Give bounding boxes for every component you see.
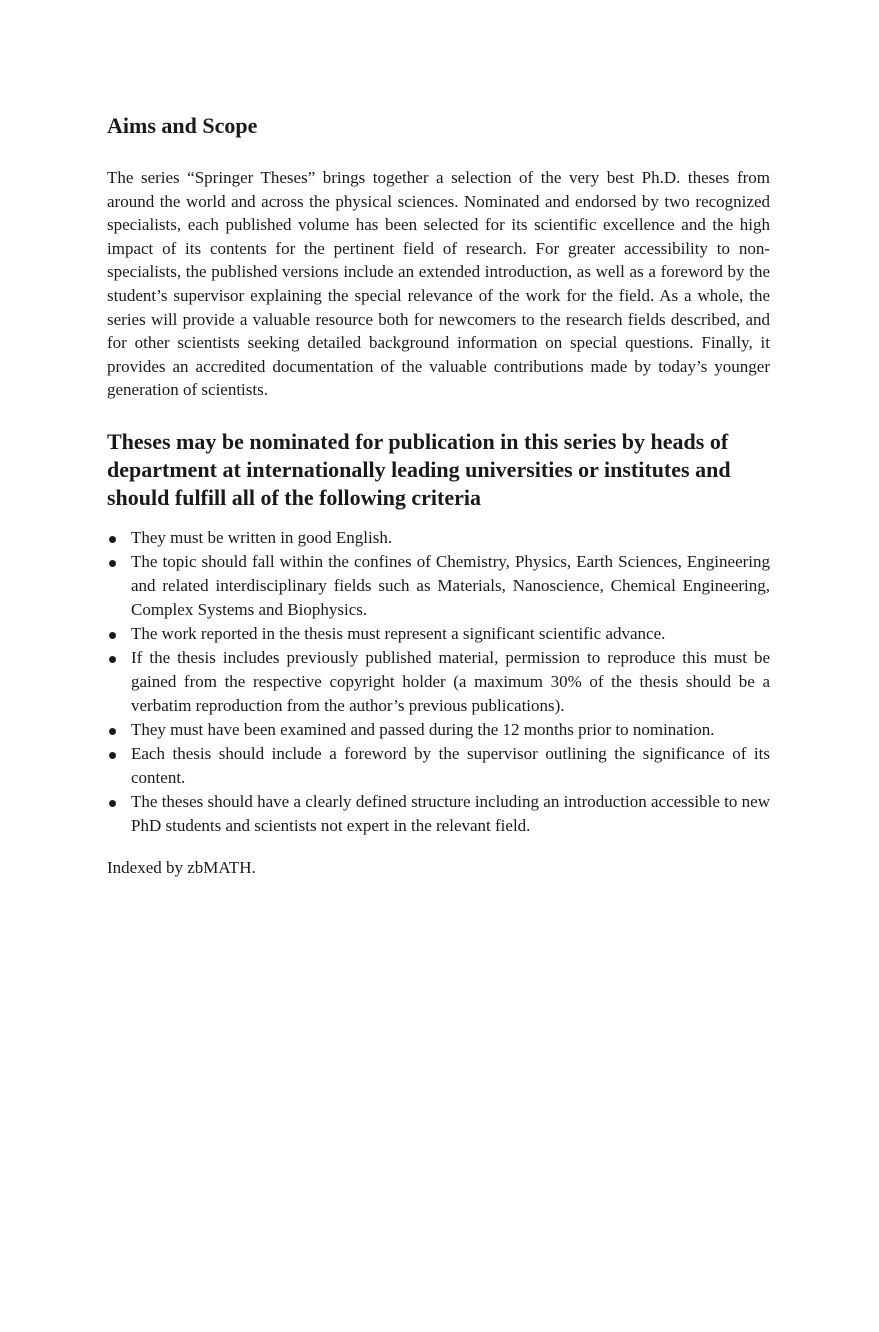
document-page [107, 110, 770, 880]
criteria-item-text: If the thesis includes previously published material, permission to reproduce this must be gained from the respective copyright holder (a maximum 30% of the thesis should be a verbatim reproduction from the author’s previous publications). [131, 647, 770, 715]
bullet-icon [109, 656, 116, 663]
criteria-item-text: They must have been examined and passed during the 12 months prior to nomination. [131, 719, 715, 739]
criteria-item [107, 646, 770, 718]
bullet-icon [109, 632, 116, 639]
criteria-heading: Theses may be nominated for publication in this series by heads of department at internationally leading universities or institutes and should fulfill all of the following criteria [107, 428, 731, 510]
bullet-icon [109, 752, 116, 759]
criteria-item-text: Each thesis should include a foreword by the supervisor outlining the significance of its content. [131, 743, 770, 787]
criteria-item [107, 742, 770, 790]
criteria-item-text: The work reported in the thesis must represent a significant scientific advance. [131, 623, 666, 643]
indexed-by-note: Indexed by zbMATH. [107, 857, 256, 877]
bullet-icon [109, 536, 116, 543]
bullet-icon [109, 728, 116, 735]
criteria-item-text: The theses should have a clearly defined structure including an introduction accessible to new PhD students and scientists not expert in the relevant field. [131, 791, 770, 835]
aims-paragraph: The series “Springer Theses” brings together a selection of the very best Ph.D. theses from around the world and across the physical sciences. Nominated and endorsed by two recognized specialists, each published volume has been selected for its scientific excellence and the high impact of its contents for the pertinent field of research. For greater accessibility to non-specialists, the published versions include an extended introduction, as well as a foreword by the student’s supervisor explaining the special relevance of the work for the field. As a whole, the series will provide a valuable resource both for newcomers to the research fields described, and for other scientists seeking detailed background information on special questions. Finally, it provides an accredited documentation of the valuable contributions made by today’s younger generation of scientists. [107, 168, 770, 400]
criteria-item-text: The topic should fall within the confines of Chemistry, Physics, Earth Sciences, Engineering and related interdisciplinary fields such as Materials, Nanoscience, Chemical Engineering, Complex Systems and Biophysics. [131, 551, 770, 619]
criteria-item-text: They must be written in good English. [131, 527, 393, 547]
criteria-item [107, 550, 770, 622]
criteria-item [107, 622, 770, 646]
aims-and-scope-heading: Aims and Scope [107, 113, 258, 138]
criteria-item [107, 790, 770, 838]
criteria-item [107, 718, 770, 742]
criteria-item [107, 526, 770, 550]
criteria-list [107, 526, 770, 838]
bullet-icon [109, 800, 116, 807]
bullet-icon [109, 560, 116, 567]
